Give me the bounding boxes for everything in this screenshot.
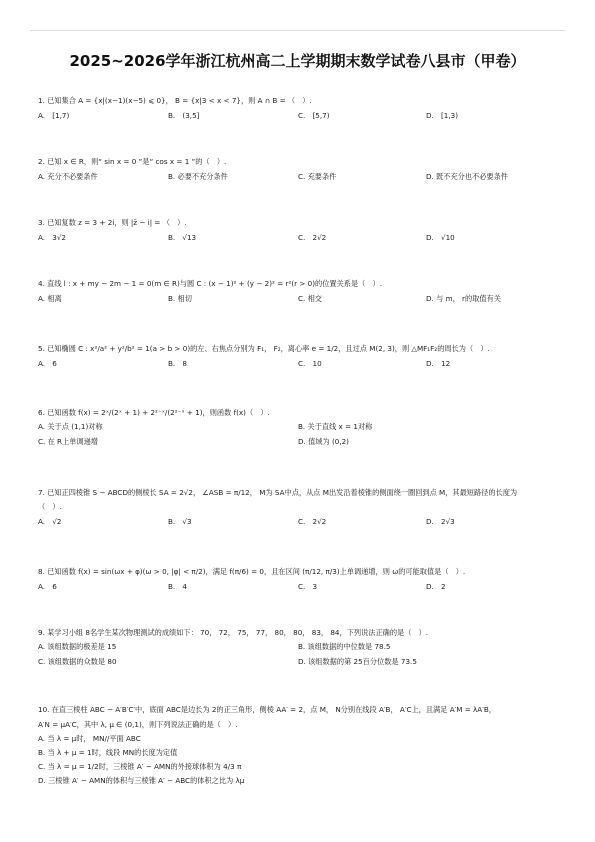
option-c[interactable]: C. 当 λ = μ = 1/2时，三棱锥 A′ − AMN的外接球体积为 4/3 π xyxy=(38,762,242,771)
page-title: 2025~2026学年浙江杭州高二上学期期末数学试卷八县市（甲卷） xyxy=(69,52,526,70)
option-a[interactable]: A. 6 xyxy=(38,582,57,591)
question-stem: 4. 直线 l : x + my − 2m − 1 = 0(m ∈ R)与圆 C : (x − 1)² + (y − 2)² = r²(r > 0)的位置关系是（ ）. xyxy=(38,279,383,288)
question-6 xyxy=(38,408,563,448)
option-row xyxy=(38,517,563,528)
option-c[interactable]: C. 3 xyxy=(298,582,318,591)
question-1 xyxy=(38,96,563,122)
option-a[interactable]: A. 当 λ = μ时， MN//平面 ABC xyxy=(38,734,141,743)
option-row xyxy=(38,437,563,448)
question-stem-continued: （ ）. xyxy=(38,502,62,511)
option-b[interactable]: B. 关于直线 x = 1对称 xyxy=(298,422,373,431)
option-d[interactable]: D. 既不充分也不必要条件 xyxy=(426,172,508,181)
option-row xyxy=(38,359,563,370)
option-a[interactable]: A. √2 xyxy=(38,517,62,526)
option-d[interactable]: D. 三棱锥 A′ − AMN的体积与三棱锥 A′ − ABC的体积之比为 λμ xyxy=(38,776,245,785)
question-stem: 6. 已知函数 f(x) = 2ˣ/(2ˣ + 1) + 2²⁻ˣ/(2²⁻ˣ + 1)，则函数 f(x)（ ）. xyxy=(38,408,270,417)
question-stem-continued: A′N = μA′C，其中 λ, μ ∈ (0,1)，则下列说法正确的是（ ）. xyxy=(38,720,238,729)
option-b[interactable]: B. (3,5] xyxy=(168,111,200,120)
option-a[interactable]: A. 3√2 xyxy=(38,233,66,242)
option-a[interactable]: A. [1,7) xyxy=(38,111,70,120)
option-c[interactable]: C. [5,7) xyxy=(298,111,330,120)
top-divider xyxy=(30,30,565,31)
option-c[interactable]: C. 相交 xyxy=(298,294,322,303)
option-b[interactable]: B. 该组数据的中位数是 78.5 xyxy=(298,642,391,651)
option-c[interactable]: C. 充要条件 xyxy=(298,172,337,181)
option-c[interactable]: C. 2√2 xyxy=(298,233,327,242)
option-row xyxy=(38,172,563,183)
question-stem: 8. 已知函数 f(x) = sin(ωx + φ)(ω > 0, |φ| < π/2)，满足 f(π/6) = 0，且在区间 (π/12, π/3)上单调递增，则 ω的可能取值是（ ）. xyxy=(38,567,466,576)
option-d[interactable]: D. 该组数据的第 25百分位数是 73.5 xyxy=(298,657,417,666)
option-row xyxy=(38,582,563,593)
question-7 xyxy=(38,488,563,528)
question-3 xyxy=(38,218,563,244)
question-stem: 1. 已知集合 A = {x|(x−1)(x−5) ⩽ 0}， B = {x|3 < x < 7}，则 A ∩ B = （ ）. xyxy=(38,96,312,105)
option-a[interactable]: A. 6 xyxy=(38,359,57,368)
question-2 xyxy=(38,157,563,183)
option-d[interactable]: D. 值域为 (0,2) xyxy=(298,437,349,446)
option-b[interactable]: B. 相切 xyxy=(168,294,192,303)
option-a[interactable]: A. 充分不必要条件 xyxy=(38,172,98,181)
option-b[interactable]: B. √3 xyxy=(168,517,192,526)
option-c[interactable]: C. 2√2 xyxy=(298,517,327,526)
option-d[interactable]: D. 2 xyxy=(426,582,446,591)
option-d[interactable]: D. [1,3) xyxy=(426,111,459,120)
option-row xyxy=(38,642,563,653)
question-stem: 2. 已知 x ∈ R，则“ sin x = 0 ”是“ cos x = 1 ”的（ ）. xyxy=(38,157,227,166)
option-row xyxy=(38,657,563,668)
option-c[interactable]: C. 在 R上单调递增 xyxy=(38,437,98,446)
option-d[interactable]: D. 12 xyxy=(426,359,451,368)
question-stem: 10. 在直三棱柱 ABC − A′B′C′中，底面 ABC是边长为 2的正三角形，侧棱 AA′ = 2，点 M， N分别在线段 A′B， A′C上，且满足 A′M = λA′B， xyxy=(38,705,496,714)
option-row xyxy=(38,111,563,122)
question-9 xyxy=(38,628,563,668)
option-a[interactable]: A. 关于点 (1,1)对称 xyxy=(38,422,103,431)
option-row xyxy=(38,422,563,433)
question-4 xyxy=(38,279,563,305)
option-b[interactable]: B. √13 xyxy=(168,233,197,242)
question-5 xyxy=(38,344,563,370)
option-a[interactable]: A. 该组数据的极差是 15 xyxy=(38,642,117,651)
question-stem: 9. 某学习小组 8名学生某次物理测试的成绩如下： 70， 72， 75， 77， 80， 80， 83， 84，下列说法正确的是（ ）. xyxy=(38,628,429,637)
option-row xyxy=(38,233,563,244)
option-c[interactable]: C. 10 xyxy=(298,359,322,368)
option-d[interactable]: D. √10 xyxy=(426,233,455,242)
option-d[interactable]: D. 与 m， r的取值有关 xyxy=(426,294,501,303)
option-row xyxy=(38,294,563,305)
option-b[interactable]: B. 8 xyxy=(168,359,187,368)
question-stem: 3. 已知复数 z = 3 + 2i，则 |z̄ − i| = （ ）. xyxy=(38,218,187,227)
question-stem: 5. 已知椭圆 C : x²/a² + y²/b² = 1(a > b > 0)的左、右焦点分别为 F₁， F₂，离心率 e = 1/2，且过点 M(2, 3)，则 △MF₁F₂的周长为（ ）. xyxy=(38,344,490,353)
option-b[interactable]: B. 必要不充分条件 xyxy=(168,172,228,181)
option-b[interactable]: B. 4 xyxy=(168,582,187,591)
question-stem: 7. 已知正四棱锥 S − ABCD的侧棱长 SA = 2√2， ∠ASB = π/12， M为 SA中点，从点 M出发沿着棱锥的侧面绕一圈回到点 M，其最短路径的长度为 xyxy=(38,488,518,497)
question-10 xyxy=(38,705,563,786)
option-b[interactable]: B. 当 λ + μ = 1时，线段 MN的长度为定值 xyxy=(38,748,178,757)
option-a[interactable]: A. 相离 xyxy=(38,294,62,303)
option-d[interactable]: D. 2√3 xyxy=(426,517,455,526)
option-c[interactable]: C. 该组数据的众数是 80 xyxy=(38,657,117,666)
question-8 xyxy=(38,567,563,593)
